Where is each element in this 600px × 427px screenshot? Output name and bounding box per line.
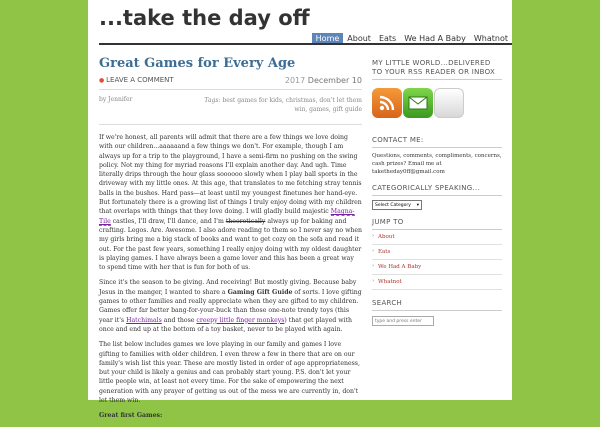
p1-text-a: If we're honest, all parents will admit that there are a few things we love doing with our children...aaaaaand a few things we don't. For example, though I am always up for a trip to the playground, I have a semi-firm no pushing on the swing policy. Not my thing for myriad reasons I'll explain another day. And ugh. Time literally drips through the hour glass soooooo slowly when I play ball sports in the driveway with my little ones. At this age, that translates to me fetching stray tennis balls in the bushes. Hard pass—at least until my youngest finetunes her hand-eye. But fortunately there is a growing list of things I truly enjoy doing with my children that overlaps with things that they love doing. I will gladly build majestic bbox=[99, 134, 362, 216]
post-title[interactable]: Great Games for Every Age bbox=[99, 56, 296, 71]
post-body bbox=[99, 133, 362, 421]
p2-text-c: and those bbox=[161, 316, 197, 324]
tags-list[interactable]: best games for kids, christmas, don't let them win, games, gift guide bbox=[222, 97, 362, 113]
post-tags bbox=[192, 96, 362, 114]
post-year: 2017 bbox=[284, 76, 306, 85]
nav-home[interactable]: Home bbox=[312, 33, 344, 44]
category-heading: CATEGORICALLY SPEAKING... bbox=[372, 184, 502, 196]
p1-text-c: always up for baking and crafting. Legos. Are. Awesome. I also adore reading to them so I never say no when my girls bring me a big stack of books and want to get cozy on the sofa and read it out. For the past few years, something I really enjoy doing with my oldest daughter is playing games. I have always been a game lover and this has been a great way to spend time with her that is fun for both of us. bbox=[99, 217, 362, 272]
jump-item-we-had-a-baby[interactable]: › We Had A Baby bbox=[372, 260, 502, 275]
p2-text-a: Since it's the season to be giving. And receiving! But mostly giving. Because baby Jesus in the manger, I wanted to share a bbox=[99, 279, 357, 296]
gift-guide-bold: Gaming Gift Guide bbox=[227, 288, 293, 296]
nav-we-had-a-baby[interactable]: We Had A Baby bbox=[404, 34, 466, 43]
chevron-down-icon: ▾ bbox=[416, 202, 419, 208]
p2-text-d: ) that get played with once and end up at the bottom of a toy basket, never to be played with again. bbox=[99, 316, 352, 333]
post-meta bbox=[99, 76, 362, 90]
p1-text-b: castles, I'll draw, I'll dance, and I'm bbox=[110, 217, 226, 225]
post-date bbox=[285, 76, 362, 85]
sidebar bbox=[372, 59, 502, 326]
subscribe-icons bbox=[372, 88, 502, 118]
strikethrough-text: theoretically bbox=[225, 217, 266, 225]
subscribe-heading: MY LITTLE WORLD...DELIVERED TO YOUR RSS READER OR INBOX bbox=[372, 59, 502, 80]
category-select[interactable] bbox=[372, 200, 422, 210]
nav-eats[interactable]: Eats bbox=[378, 34, 397, 43]
search-heading: SEARCH bbox=[372, 299, 502, 311]
paragraph-3: The list below includes games we love playing in our family and games I love gifting to families with older children. I even threw a few in there that are on our family's wish list this year. These are mostly listed in order of age appropriateness, but your child is likely a genius and can probably start young. P.S. don't let your little people win, at least not every time. For the sake of empowering the next generation with any prayer of getting us out of the mess we are currently in, don't let them win. bbox=[99, 341, 360, 405]
post bbox=[99, 56, 362, 427]
category-select-value: Select Category bbox=[375, 202, 411, 208]
contact-heading: CONTACT ME: bbox=[372, 136, 502, 148]
hatchimals-link[interactable]: Hatchimals bbox=[126, 316, 162, 324]
magna-tile-link[interactable]: Magna-Tile bbox=[99, 208, 355, 225]
search-input[interactable]: type and press enter bbox=[372, 316, 434, 326]
paragraph-2 bbox=[99, 278, 362, 334]
p2-text-b: of sorts. I love gifting games to other families and really appreciate when they are gifted to my children. Games offer far better bang-for-your-buck than those one-note trendy toys (this year it's bbox=[99, 288, 362, 324]
post-day: December 10 bbox=[307, 76, 362, 85]
nav-about[interactable]: About bbox=[347, 34, 371, 43]
blank-icon[interactable] bbox=[434, 88, 464, 118]
jump-heading: JUMP TO bbox=[372, 218, 502, 230]
nav-whatnot[interactable]: Whatnot bbox=[473, 34, 508, 43]
section-heading: Great first Games: bbox=[99, 412, 163, 420]
jump-item-whatnot[interactable]: › Whatnot bbox=[372, 275, 502, 290]
tags-label: Tags: bbox=[204, 97, 221, 104]
contact-text: Questions, comments, compliments, concerns, cash prizes? Email me at taketheday0ff@gmail.com bbox=[372, 153, 502, 175]
page bbox=[88, 0, 512, 420]
byline: by Jennifer bbox=[99, 96, 133, 103]
site-title[interactable]: ...take the day off bbox=[99, 6, 310, 30]
rss-icon[interactable] bbox=[372, 88, 402, 118]
jump-item-eats[interactable]: › Eats bbox=[372, 245, 502, 260]
header-divider bbox=[99, 43, 512, 45]
byline-row bbox=[99, 96, 362, 125]
jump-item-about[interactable]: › About bbox=[372, 230, 502, 245]
leave-comment-link[interactable]: ● LEAVE A COMMENT bbox=[99, 76, 174, 85]
email-icon[interactable] bbox=[403, 88, 433, 118]
paragraph-1 bbox=[99, 133, 362, 272]
finger-monkeys-link[interactable]: creepy little finger monkeys bbox=[196, 316, 285, 324]
